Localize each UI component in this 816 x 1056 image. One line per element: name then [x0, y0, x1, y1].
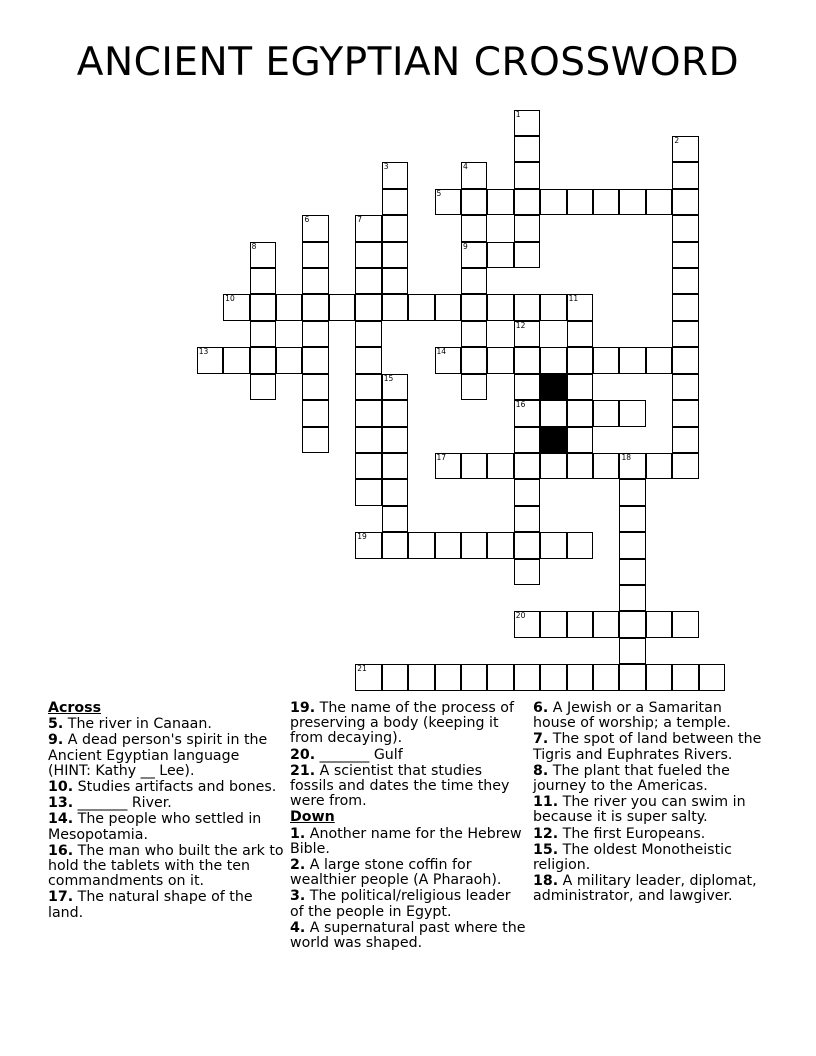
grid-cell[interactable]: [355, 400, 381, 426]
grid-cell[interactable]: [461, 453, 487, 479]
grid-cell[interactable]: [646, 347, 672, 373]
grid-cell[interactable]: [514, 532, 540, 558]
grid-cell[interactable]: [382, 294, 408, 320]
clue-item: [290, 827, 528, 857]
grid-cell[interactable]: [540, 664, 566, 690]
grid-cell[interactable]: [514, 506, 540, 532]
grid-cell[interactable]: [619, 189, 645, 215]
clue-item: [48, 812, 284, 842]
clue-number: 15.: [533, 841, 559, 858]
clue-item: [48, 796, 284, 811]
clue-number: 14.: [48, 811, 74, 828]
clue-number: 20.: [290, 746, 316, 763]
grid-cell[interactable]: [355, 479, 381, 505]
clue-number-label: 18: [621, 452, 632, 462]
clue-text: The people who settled in Mesopotamia.: [48, 811, 262, 843]
clue-item: [533, 843, 769, 873]
clue-item: [290, 764, 528, 810]
grid-cell[interactable]: [382, 427, 408, 453]
grid-cell[interactable]: [619, 559, 645, 585]
grid-cell[interactable]: [540, 400, 566, 426]
grid-cell[interactable]: [382, 162, 408, 188]
grid-cell[interactable]: [672, 294, 698, 320]
clue-text: _______ Gulf: [315, 746, 403, 763]
grid-cell[interactable]: [435, 347, 461, 373]
grid-cell[interactable]: [619, 479, 645, 505]
grid-cell[interactable]: [593, 347, 619, 373]
clue-item: [290, 748, 528, 763]
grid-cell[interactable]: [461, 374, 487, 400]
clue-number: 17.: [48, 889, 74, 906]
clue-number-label: 6: [304, 215, 310, 225]
grid-cell[interactable]: [593, 453, 619, 479]
clue-number: 8.: [533, 762, 549, 779]
grid-cell[interactable]: [435, 532, 461, 558]
grid-cell[interactable]: [250, 268, 276, 294]
grid-cell[interactable]: [355, 215, 381, 241]
grid-cell[interactable]: [355, 374, 381, 400]
clue-item: [533, 827, 769, 842]
clue-text: The name of the process of preserving a body (keeping it from decaying).: [290, 700, 514, 747]
grid-cell[interactable]: [302, 374, 328, 400]
grid-cell[interactable]: [514, 479, 540, 505]
grid-cell[interactable]: [567, 321, 593, 347]
grid-cell[interactable]: [276, 347, 302, 373]
grid-cell[interactable]: [382, 532, 408, 558]
grid-cell[interactable]: [567, 374, 593, 400]
grid-cell[interactable]: [461, 664, 487, 690]
grid-cell[interactable]: [540, 189, 566, 215]
grid-cell[interactable]: [619, 506, 645, 532]
grid-cell[interactable]: [461, 189, 487, 215]
grid-cell[interactable]: [646, 453, 672, 479]
grid-cell[interactable]: [408, 294, 434, 320]
clue-section-heading: [290, 810, 528, 825]
clue-text: Another name for the Hebrew Bible.: [290, 825, 522, 857]
grid-cell[interactable]: [408, 532, 434, 558]
grid-cell[interactable]: [672, 374, 698, 400]
grid-cell[interactable]: [514, 453, 540, 479]
grid-cell[interactable]: [672, 453, 698, 479]
clue-text: A Jewish or a Samaritan house of worship; a temple.: [533, 700, 731, 732]
grid-cell[interactable]: [355, 268, 381, 294]
grid-cell[interactable]: [593, 189, 619, 215]
clue-item: [48, 844, 284, 890]
grid-cell[interactable]: [567, 453, 593, 479]
clue-text: A military leader, diplomat, administrator, and lawgiver.: [533, 873, 757, 905]
grid-cell[interactable]: [514, 136, 540, 162]
grid-cell[interactable]: [514, 374, 540, 400]
clues-column-1: [48, 701, 284, 922]
grid-cell[interactable]: [540, 532, 566, 558]
grid-cell[interactable]: [540, 611, 566, 637]
grid-cell[interactable]: [619, 347, 645, 373]
grid-cell[interactable]: [567, 400, 593, 426]
clue-number: 11.: [533, 794, 559, 811]
grid-cell[interactable]: [619, 400, 645, 426]
clue-item: [533, 732, 769, 762]
clue-number: 13.: [48, 795, 74, 812]
grid-cell[interactable]: [302, 242, 328, 268]
grid-cell[interactable]: [487, 242, 513, 268]
grid-cell[interactable]: [250, 294, 276, 320]
clue-number: 12.: [533, 825, 559, 842]
blocked-cell: [540, 427, 566, 453]
grid-cell[interactable]: [355, 321, 381, 347]
across-heading: Across: [48, 700, 102, 716]
clue-number-label: 15: [383, 373, 394, 383]
grid-cell[interactable]: [619, 611, 645, 637]
clue-number: 7.: [533, 731, 549, 748]
clue-number: 19.: [290, 700, 316, 716]
grid-cell[interactable]: [487, 294, 513, 320]
grid-cell[interactable]: [514, 559, 540, 585]
grid-cell[interactable]: [461, 532, 487, 558]
clue-number: 10.: [48, 779, 74, 796]
clue-item: [290, 701, 528, 747]
grid-cell[interactable]: [514, 162, 540, 188]
grid-cell[interactable]: [302, 294, 328, 320]
grid-cell[interactable]: [514, 294, 540, 320]
grid-cell[interactable]: [514, 611, 540, 637]
grid-cell[interactable]: [672, 189, 698, 215]
grid-cell[interactable]: [514, 215, 540, 241]
clue-number: 2.: [290, 857, 306, 874]
clue-text: The spot of land between the Tigris and Euphrates Rivers.: [533, 731, 762, 763]
grid-cell[interactable]: [435, 294, 461, 320]
clue-number-label: 11: [568, 294, 579, 304]
grid-cell[interactable]: [672, 136, 698, 162]
clue-item: [533, 701, 769, 731]
grid-cell[interactable]: [672, 664, 698, 690]
clue-number: 16.: [48, 842, 74, 859]
clue-item: [290, 921, 528, 951]
grid-cell[interactable]: [223, 294, 249, 320]
grid-cell[interactable]: [487, 189, 513, 215]
blocked-cell: [540, 374, 566, 400]
grid-cell[interactable]: [382, 506, 408, 532]
clue-number-label: 21: [357, 664, 367, 674]
clue-text: A supernatural past where the world was shaped.: [290, 919, 526, 952]
grid-cell[interactable]: [672, 162, 698, 188]
clue-number: 1.: [290, 825, 306, 842]
clue-number-label: 8: [251, 241, 257, 251]
grid-cell[interactable]: [408, 664, 434, 690]
grid-cell[interactable]: [355, 532, 381, 558]
grid-cell[interactable]: [355, 294, 381, 320]
grid-cell[interactable]: [646, 611, 672, 637]
grid-cell[interactable]: [382, 268, 408, 294]
grid-cell[interactable]: [514, 321, 540, 347]
grid-cell[interactable]: [619, 585, 645, 611]
grid-cell[interactable]: [382, 215, 408, 241]
grid-cell[interactable]: [355, 427, 381, 453]
grid-cell[interactable]: [672, 321, 698, 347]
clues-column-3: [533, 701, 769, 906]
grid-cell[interactable]: [567, 427, 593, 453]
grid-cell[interactable]: [567, 611, 593, 637]
grid-cell[interactable]: [461, 321, 487, 347]
grid-cell[interactable]: [514, 189, 540, 215]
grid-cell[interactable]: [593, 611, 619, 637]
grid-cell[interactable]: [487, 347, 513, 373]
clue-item: [48, 890, 284, 920]
grid-cell[interactable]: [646, 664, 672, 690]
grid-cell[interactable]: [567, 347, 593, 373]
grid-cell[interactable]: [672, 400, 698, 426]
clue-text: _______ River.: [73, 795, 172, 812]
clue-item: [48, 717, 284, 732]
grid-cell[interactable]: [382, 242, 408, 268]
clue-item: [533, 764, 769, 794]
grid-cell[interactable]: [302, 321, 328, 347]
clue-item: [290, 858, 528, 888]
grid-cell[interactable]: [461, 242, 487, 268]
clue-number-label: 13: [198, 347, 209, 357]
grid-cell[interactable]: [250, 321, 276, 347]
grid-cell[interactable]: [355, 664, 381, 690]
grid-cell[interactable]: [567, 532, 593, 558]
page-title: ANCIENT EGYPTIAN CROSSWORD: [76, 40, 740, 85]
clue-number-label: 4: [462, 162, 468, 172]
clue-number-label: 7: [357, 215, 363, 225]
clue-number-label: 2: [674, 135, 680, 145]
clue-number-label: 12: [515, 320, 526, 330]
grid-cell[interactable]: [382, 479, 408, 505]
grid-cell[interactable]: [302, 400, 328, 426]
clue-item: [48, 733, 284, 779]
grid-cell[interactable]: [250, 242, 276, 268]
clue-number: 18.: [533, 873, 559, 890]
grid-cell[interactable]: [646, 189, 672, 215]
grid-cell[interactable]: [619, 638, 645, 664]
grid-cell[interactable]: [672, 347, 698, 373]
clue-text: Studies artifacts and bones.: [73, 779, 277, 796]
grid-cell[interactable]: [672, 242, 698, 268]
clue-number-label: 3: [383, 162, 389, 172]
grid-cell[interactable]: [461, 347, 487, 373]
clue-number-label: 20: [515, 611, 526, 621]
clue-item: [533, 874, 769, 904]
grid-cell[interactable]: [461, 268, 487, 294]
grid-cell[interactable]: [435, 189, 461, 215]
clue-number-label: 19: [357, 532, 367, 542]
grid-cell[interactable]: [567, 294, 593, 320]
clue-number-label: 14: [436, 347, 447, 357]
grid-cell[interactable]: [672, 215, 698, 241]
grid-cell[interactable]: [593, 400, 619, 426]
grid-cell[interactable]: [487, 453, 513, 479]
grid-cell[interactable]: [276, 294, 302, 320]
clue-text: The oldest Monotheistic religion.: [533, 841, 732, 874]
grid-cell[interactable]: [514, 400, 540, 426]
grid-cell[interactable]: [302, 268, 328, 294]
grid-cell[interactable]: [355, 242, 381, 268]
clue-number: 4.: [290, 919, 306, 936]
grid-cell[interactable]: [382, 664, 408, 690]
grid-cell[interactable]: [382, 374, 408, 400]
grid-cell[interactable]: [382, 400, 408, 426]
clues-column-2: [290, 701, 528, 952]
grid-cell[interactable]: [672, 427, 698, 453]
clue-section-heading: [48, 701, 284, 716]
grid-cell[interactable]: [619, 532, 645, 558]
clue-item: [48, 780, 284, 795]
clue-item: [533, 795, 769, 825]
grid-cell[interactable]: [540, 453, 566, 479]
grid-cell[interactable]: [250, 347, 276, 373]
grid-cell[interactable]: [593, 664, 619, 690]
clue-text: The natural shape of the land.: [48, 889, 253, 921]
grid-cell[interactable]: [540, 347, 566, 373]
clue-number-label: 5: [436, 188, 442, 198]
clue-text: A dead person's spirit in the Ancient Egyptian language (HINT: Kathy __ Lee).: [48, 732, 268, 779]
grid-cell[interactable]: [435, 453, 461, 479]
grid-cell[interactable]: [514, 427, 540, 453]
grid-cell[interactable]: [514, 110, 540, 136]
grid-cell[interactable]: [672, 268, 698, 294]
grid-cell[interactable]: [514, 347, 540, 373]
grid-cell[interactable]: [461, 294, 487, 320]
clue-number-label: 17: [436, 452, 447, 462]
grid-cell[interactable]: [302, 427, 328, 453]
grid-cell[interactable]: [567, 664, 593, 690]
grid-cell[interactable]: [461, 162, 487, 188]
clue-number-label: 9: [462, 241, 468, 251]
grid-cell[interactable]: [250, 374, 276, 400]
clue-number-label: 1: [515, 109, 521, 119]
grid-cell[interactable]: [302, 347, 328, 373]
grid-cell[interactable]: [514, 242, 540, 268]
grid-cell[interactable]: [302, 215, 328, 241]
clue-text: A large stone coffin for wealthier people (A Pharaoh).: [290, 857, 502, 889]
grid-cell[interactable]: [619, 664, 645, 690]
grid-cell[interactable]: [461, 215, 487, 241]
clue-number: 9.: [48, 732, 64, 749]
grid-cell[interactable]: [514, 664, 540, 690]
clue-text: A scientist that studies fossils and dates the time they were from.: [290, 762, 510, 810]
clue-text: The river in Canaan.: [63, 716, 212, 733]
grid-cell[interactable]: [329, 294, 355, 320]
grid-cell[interactable]: [619, 453, 645, 479]
clue-text: The first Europeans.: [558, 825, 706, 842]
grid-cell[interactable]: [355, 347, 381, 373]
grid-cell[interactable]: [699, 664, 725, 690]
clue-number: 6.: [533, 700, 549, 716]
grid-cell[interactable]: [355, 453, 381, 479]
grid-cell[interactable]: [672, 611, 698, 637]
clue-number-label: 10: [225, 294, 235, 304]
clue-text: The river you can swim in because it is super salty.: [533, 794, 746, 826]
grid-cell[interactable]: [540, 294, 566, 320]
clue-text: The political/religious leader of the people in Egypt.: [290, 888, 511, 920]
clue-number-label: 16: [515, 400, 526, 410]
clue-text: The man who built the ark to hold the tablets with the ten commandments on it.: [48, 842, 284, 890]
clue-number: 21.: [290, 762, 316, 779]
grid-cell[interactable]: [197, 347, 223, 373]
grid-cell[interactable]: [382, 189, 408, 215]
grid-cell[interactable]: [487, 532, 513, 558]
grid-cell[interactable]: [567, 189, 593, 215]
grid-cell[interactable]: [487, 664, 513, 690]
clue-item: [290, 889, 528, 919]
clue-text: The plant that fueled the journey to the Americas.: [533, 762, 730, 795]
down-heading: Down: [290, 809, 335, 826]
grid-cell[interactable]: [435, 664, 461, 690]
grid-cell[interactable]: [223, 347, 249, 373]
clue-number: 3.: [290, 888, 306, 905]
clue-number: 5.: [48, 716, 64, 733]
grid-cell[interactable]: [382, 453, 408, 479]
